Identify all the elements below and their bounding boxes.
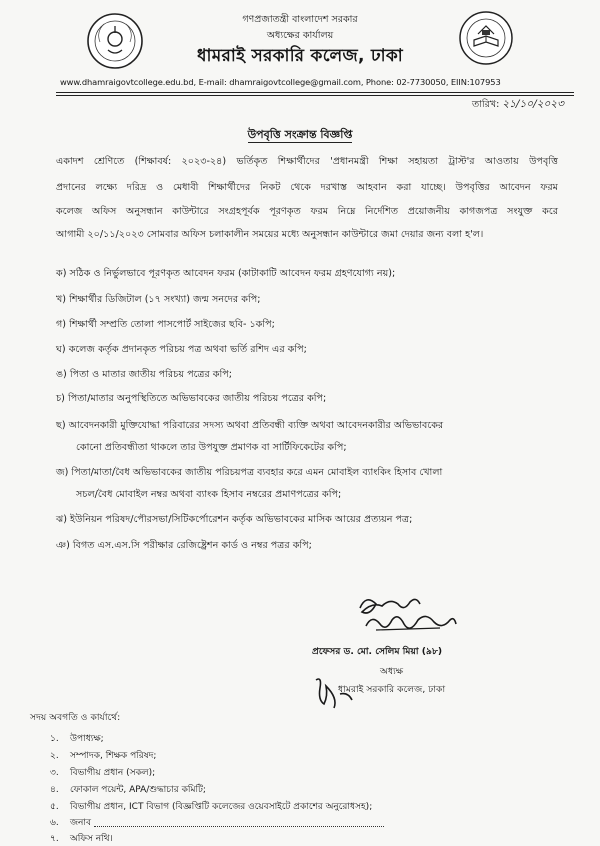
body-line: আগামী ২০/১১/২০২৩ সোমবার অফিস চলাকালীন সময়ের মধ্যে অনুসন্ধান কাউন্টারে জমা দেয়ার জন্য বলা হ'ল। bbox=[56, 229, 484, 240]
signatory-institution: ধামরাই সরকারি কলেজ, ঢাকা bbox=[338, 684, 446, 695]
copy-item bbox=[50, 748, 156, 763]
notice-title bbox=[0, 126, 600, 145]
copy-item bbox=[50, 815, 91, 830]
copy-item-text: অফিস নথি। bbox=[70, 834, 113, 844]
copy-item-number: ৬. bbox=[50, 818, 59, 828]
date-value: ২১/১০/২০২৩ bbox=[502, 98, 564, 110]
requirement-item: ছ) আবেদনকারী মুক্তিযোদ্ধা পরিবারের সদস্য অথবা প্রতিবন্ধী ব্যক্তি অথবা আবেদনকারীর অভিভাবকের bbox=[56, 420, 444, 431]
requirement-item-continued: সচল/বৈধ মোবাইল নম্বর অথবা ব্যাংক হিসাব নম্বরের প্রমাণপত্রের কপি; bbox=[76, 489, 342, 500]
header-divider-double bbox=[56, 95, 574, 96]
requirement-item: ক) সঠিক ও নির্ভুলভাবে পূরণকৃত আবেদন ফরম (কাটাকাটি আবেদন ফরম গ্রহণযোগ্য নয়); bbox=[56, 268, 396, 279]
body-line: কলেজ অফিস অনুসন্ধান কাউন্টারে সংগ্রহপূর্বক পূরণকৃত ফরম নিম্নে নির্দেশিত প্রয়োজনীয় কাগজপত্র সংযুক্ত করে bbox=[56, 206, 558, 217]
date-label: তারিখ: bbox=[472, 99, 500, 110]
copy-item-text: উপাধ্যক্ষ; bbox=[70, 734, 104, 744]
college-name: ধামরাই সরকারি কলেজ, ঢাকা bbox=[197, 46, 403, 66]
copy-item-number: ৭. bbox=[50, 834, 59, 844]
copy-item-text: ফোকাল পয়েন্ট, APA/শুদ্ধাচার কমিটি; bbox=[70, 785, 206, 795]
requirement-item-continued: কোনো প্রতিবন্ধীতা থাকলে তার উপযুক্ত প্রমাণক বা সার্টিফিকেটের কপি; bbox=[76, 442, 347, 453]
copy-item-number: ৪. bbox=[50, 785, 59, 795]
requirement-item: ঝ) ইউনিয়ন পরিষদ/পৌরসভা/সিটিকর্পোরেশন কর্তৃক অভিভাবকের মাসিক আয়ের প্রত্যয়ন পত্র; bbox=[56, 514, 413, 525]
fill-in-dotted-line bbox=[94, 826, 384, 827]
copy-item-text: বিভাগীয় প্রধান (সকল); bbox=[70, 768, 156, 778]
copy-item bbox=[50, 765, 155, 780]
contact-line: www.dhamraigovtcollege.edu.bd, E-mail: dhamraigovtcollege@gmail.com, Phone: 02-7730050, EIIN:107953 bbox=[60, 77, 501, 87]
body-line: একাদশ শ্রেণিতে (শিক্ষাবর্ষ: ২০২৩-২৪) ভর্তিকৃত শিক্ষার্থীদের 'প্রধানমন্ত্রী শিক্ষা সহায়তা ট্রাস্ট'র আওতায় উপবৃত্তি bbox=[56, 156, 558, 167]
requirement-item: গ) শিক্ষার্থী সম্প্রতি তোলা পাসপোর্ট সাইজের ছবি- ১কপি; bbox=[56, 319, 275, 330]
copy-item bbox=[50, 782, 206, 797]
copy-heading: সদয় অবগতি ও কার্যার্থে: bbox=[30, 712, 121, 723]
requirement-item: ঞ) বিগত এস.এস.সি পরীক্ষার রেজিষ্ট্রেশন কার্ড ও নম্বর পত্রর কপি; bbox=[56, 540, 312, 551]
copy-item bbox=[50, 799, 372, 814]
requirement-item: খ) শিক্ষার্থীর ডিজিটাল (১৭ সংখ্যা) জন্ম সনদের কপি; bbox=[56, 294, 261, 305]
signatory-designation: অধ্যক্ষ bbox=[380, 666, 404, 677]
body-line: প্রদানের লক্ষ্যে দরিদ্র ও মেধাবী শিক্ষার্থীদের নিকট থেকে দরখাস্ত আহবান করা যাচ্ছে। উপবৃত্তির আবেদন ফরম bbox=[56, 182, 558, 193]
copy-item bbox=[50, 731, 104, 746]
signatory-name: প্রফেসর ড. মো. সেলিম মিয়া (৯৮) bbox=[312, 646, 443, 657]
requirement-item: ঘ) কলেজ কর্তৃক প্রদানকৃত পরিচয় পত্র অথবা ভর্তি রশিদ এর কপি; bbox=[56, 344, 307, 355]
date-block bbox=[472, 97, 564, 114]
copy-item-number: ১. bbox=[50, 734, 59, 744]
copy-item-number: ৩. bbox=[50, 768, 59, 778]
requirement-item: ঙ) পিতা ও মাতার জাতীয় পরিচয় পত্রের কপি; bbox=[56, 369, 233, 380]
copy-item-number: ৫. bbox=[50, 802, 59, 812]
copy-item-text: বিভাগীয় প্রধান, ICT বিভাগ (বিজ্ঞপ্তিটি কলেজের ওয়েবসাইটে প্রকাশের অনুরোধসহ); bbox=[70, 802, 373, 812]
requirement-item: জ) পিতা/মাতা/বৈধ অভিভাবকের জাতীয় পরিচয়পত্র ব্যবহার করে এমন মোবাইল ব্যাংকিং হিসাব খোলা bbox=[56, 467, 443, 478]
office-line: অধ্যক্ষের কার্যালয় bbox=[266, 30, 334, 41]
copy-item-text: জনাব bbox=[70, 818, 92, 828]
signature-scribble bbox=[346, 590, 466, 650]
copy-item-number: ২. bbox=[50, 751, 59, 761]
requirement-item: চ) পিতা/মাতার অনুপস্থিতিতে অভিভাবকের জাতীয় পরিচয় পত্রের কপি; bbox=[56, 393, 327, 404]
header-divider bbox=[56, 92, 574, 93]
notice-title-text: উপবৃত্তি সংক্রান্ত বিজ্ঞপ্তি bbox=[247, 128, 353, 141]
copy-item-text: সম্পাদক, শিক্ষক পরিষদ; bbox=[70, 751, 157, 761]
govt-line: গণপ্রজাতন্ত্রী বাংলাদেশ সরকার bbox=[242, 14, 358, 25]
